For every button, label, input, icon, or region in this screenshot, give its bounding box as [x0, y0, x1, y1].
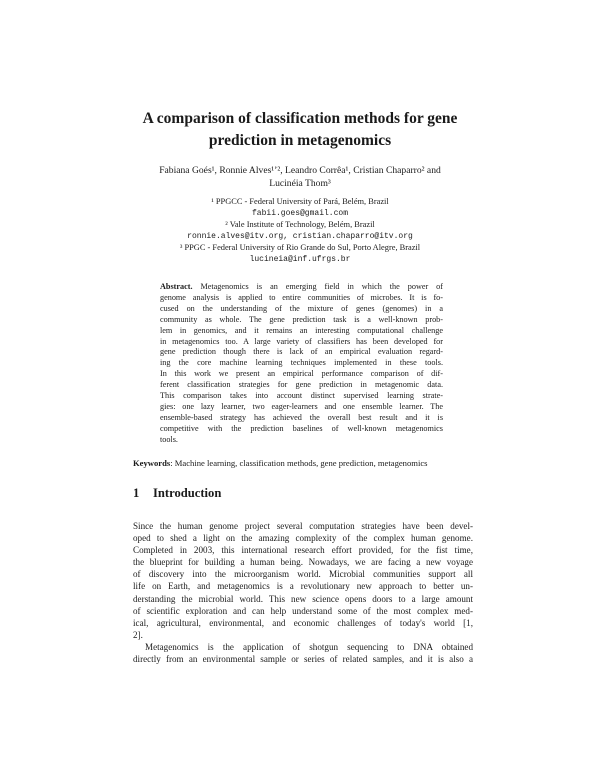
- body-line: directly from an environmental sample or series of related samples, and it is also a: [133, 654, 473, 665]
- abstract-line: gies: one lazy learner, two eager-learners and one ensemble learner. The: [160, 401, 443, 411]
- abstract-line: In this work we present an empirical performance comparison of dif-: [160, 369, 443, 379]
- abstract-line: ing the core machine learning techniques implemented in these tools.: [160, 358, 443, 368]
- body-line: ical, agricultural, environmental, and economic challenges of today's world [1,: [133, 617, 473, 628]
- title-line-1: A comparison of classification methods for gene: [142, 110, 458, 127]
- keywords-label: Keywords: [133, 458, 171, 468]
- abstract-line: ensemble-based strategy has achieved the overall best result and it is: [160, 412, 443, 422]
- abstract-line: tools.: [160, 434, 178, 444]
- affiliation-1: ¹ PPGCC - Federal University of Pará, Belém, Brazil: [211, 197, 389, 206]
- abstract-line: competitive with the prediction baselines of well-known metagenomics: [160, 423, 443, 433]
- affiliation-1-email: fabii.goes@gmail.com: [251, 208, 348, 218]
- body-line: Metagenomics is the application of shotgun sequencing to DNA obtained: [145, 641, 473, 652]
- abstract-label: Abstract.: [160, 282, 193, 291]
- keywords-text: : Machine learning, classification methods, gene prediction, metagenomics: [170, 458, 428, 468]
- authors-line-2: Lucinéia Thom³: [269, 178, 331, 189]
- affiliation-2: ² Vale Institute of Technology, Belém, Brazil: [225, 220, 375, 230]
- body-line: of scientific exploration and can help understand some of the most complex med-: [133, 605, 473, 616]
- body-line: 2].: [133, 629, 143, 640]
- body-text: [133, 520, 473, 665]
- body-line: derstanding the microbial world. This new science opens doors to a large amount: [133, 593, 473, 604]
- abstract-line: ferent classification strategies for gene prediction in metagenomic data.: [160, 380, 443, 390]
- paper-title: [100, 108, 500, 152]
- abstract-line: This comparison takes into account distinct supervised learning strate-: [160, 391, 443, 401]
- abstract: [160, 282, 443, 446]
- abstract-line: cused on the understanding of the mixture of genes (genomes) in a: [160, 303, 443, 313]
- body-line: of discovery into the microorganism world. Microbial communities support all: [133, 569, 473, 580]
- abstract-line: lem in genomics, and it remains an interesting computational challenge: [160, 325, 443, 335]
- abstract-line: in metagenomics too. A large variety of classifiers has been developed for: [160, 336, 443, 346]
- affiliations: [100, 196, 500, 266]
- section-title: Introduction: [153, 486, 222, 500]
- body-line: life on Earth, and metagenomics is a revolutionary new approach to better un-: [133, 581, 473, 592]
- abstract-line: genome analysis is applied to entire communities of microbes. It is fo-: [160, 292, 443, 302]
- abstract-line: gene prediction though there is lack of an empirical evaluation regard-: [160, 347, 443, 357]
- authors-line-1: Fabiana Goés¹, Ronnie Alves¹ʼ², Leandro Corrêa¹, Cristian Chaparro² and: [159, 165, 441, 176]
- abstract-line: community as whole. The gene prediction task is a well-known prob-: [160, 314, 443, 324]
- body-line: Completed in 2003, this international research effort provided, for the fist time,: [133, 545, 473, 556]
- author-list: [100, 164, 500, 190]
- affiliation-3-email: lucineia@inf.ufrgs.br: [249, 254, 351, 264]
- section-number: 1: [133, 486, 140, 500]
- body-line: oped to shed a light on the amazing complexity of the complex human genome.: [133, 533, 473, 544]
- affiliation-2-email: ronnie.alves@itv.org, cristian.chaparro@itv.org: [187, 231, 413, 241]
- section-heading: [133, 486, 221, 501]
- affiliation-3: ³ PPGC - Federal University of Rio Grande do Sul, Porto Alegre, Brazil: [179, 243, 421, 253]
- abstract-line: Abstract. Metagenomics is an emerging field in which the power of: [160, 282, 444, 291]
- body-line: Since the human genome project several computation strategies have been devel-: [133, 521, 473, 531]
- keywords: [133, 458, 473, 469]
- title-line-2: prediction in metagenomics: [208, 132, 392, 149]
- body-line: the blueprint for building a human being. Nowadays, we are facing a new voyage: [133, 557, 473, 568]
